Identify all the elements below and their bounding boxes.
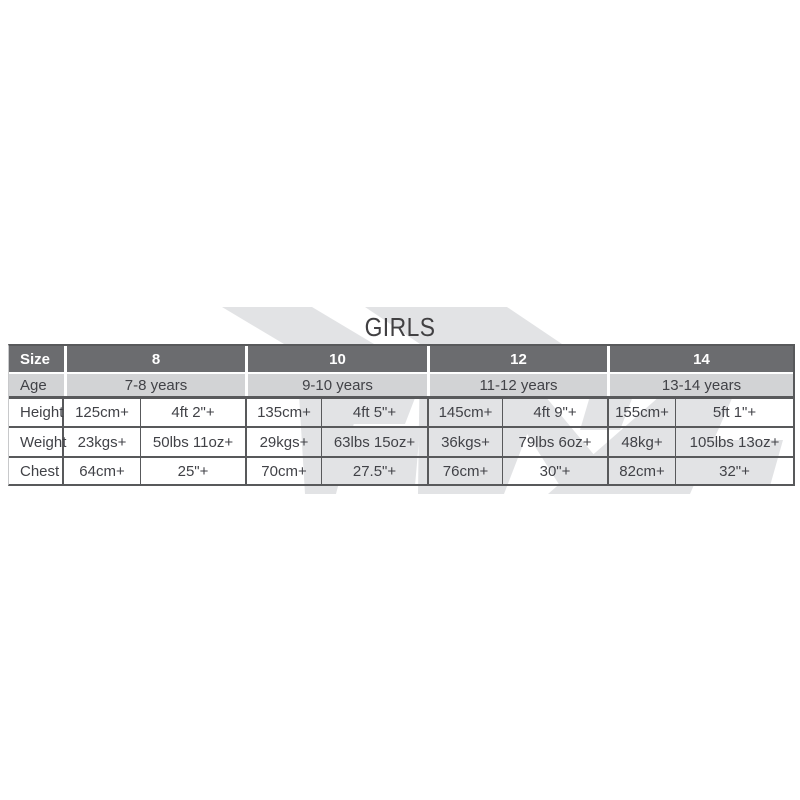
weight-metric-size-14: 48kg+ (607, 426, 675, 456)
weight-metric-size-12: 36kgs+ (427, 426, 502, 456)
weight-metric-size-10: 29kgs+ (245, 426, 321, 456)
chest-metric-size-12: 76cm+ (427, 456, 502, 484)
height-metric-size-12: 145cm+ (427, 396, 502, 426)
height-row-label: Height (9, 396, 64, 426)
height-metric-size-14: 155cm+ (607, 396, 675, 426)
age-value-size-8: 7-8 years (64, 372, 245, 396)
weight-metric-size-8: 23kgs+ (64, 426, 140, 456)
chest-imperial-size-14: 32"+ (675, 456, 793, 484)
weight-imperial-size-14: 105lbs 13oz+ (675, 426, 793, 456)
height-metric-size-8: 125cm+ (64, 396, 140, 426)
size-row-label: Size (9, 346, 64, 372)
chart-title: GIRLS (364, 312, 436, 342)
chest-imperial-size-8: 25"+ (140, 456, 245, 484)
height-imperial-size-10: 4ft 5"+ (321, 396, 427, 426)
height-imperial-size-12: 4ft 9"+ (502, 396, 607, 426)
size-header-14: 14 (607, 346, 793, 372)
size-header-10: 10 (245, 346, 427, 372)
chest-row-label: Chest (9, 456, 64, 484)
weight-imperial-size-8: 50lbs 11oz+ (140, 426, 245, 456)
chest-metric-size-10: 70cm+ (245, 456, 321, 484)
size-header-12: 12 (427, 346, 607, 372)
height-imperial-size-14: 5ft 1"+ (675, 396, 793, 426)
age-value-size-10: 9-10 years (245, 372, 427, 396)
weight-row-label: Weight (9, 426, 64, 456)
height-imperial-size-8: 4ft 2"+ (140, 396, 245, 426)
chest-metric-size-8: 64cm+ (64, 456, 140, 484)
chest-imperial-size-12: 30"+ (502, 456, 607, 484)
age-row-label: Age (9, 372, 64, 396)
weight-imperial-size-10: 63lbs 15oz+ (321, 426, 427, 456)
weight-imperial-size-12: 79lbs 6oz+ (502, 426, 607, 456)
chest-metric-size-14: 82cm+ (607, 456, 675, 484)
age-value-size-12: 11-12 years (427, 372, 607, 396)
chest-imperial-size-10: 27.5"+ (321, 456, 427, 484)
size-header-8: 8 (64, 346, 245, 372)
height-metric-size-10: 135cm+ (245, 396, 321, 426)
age-value-size-14: 13-14 years (607, 372, 793, 396)
size-chart-table (8, 344, 795, 486)
